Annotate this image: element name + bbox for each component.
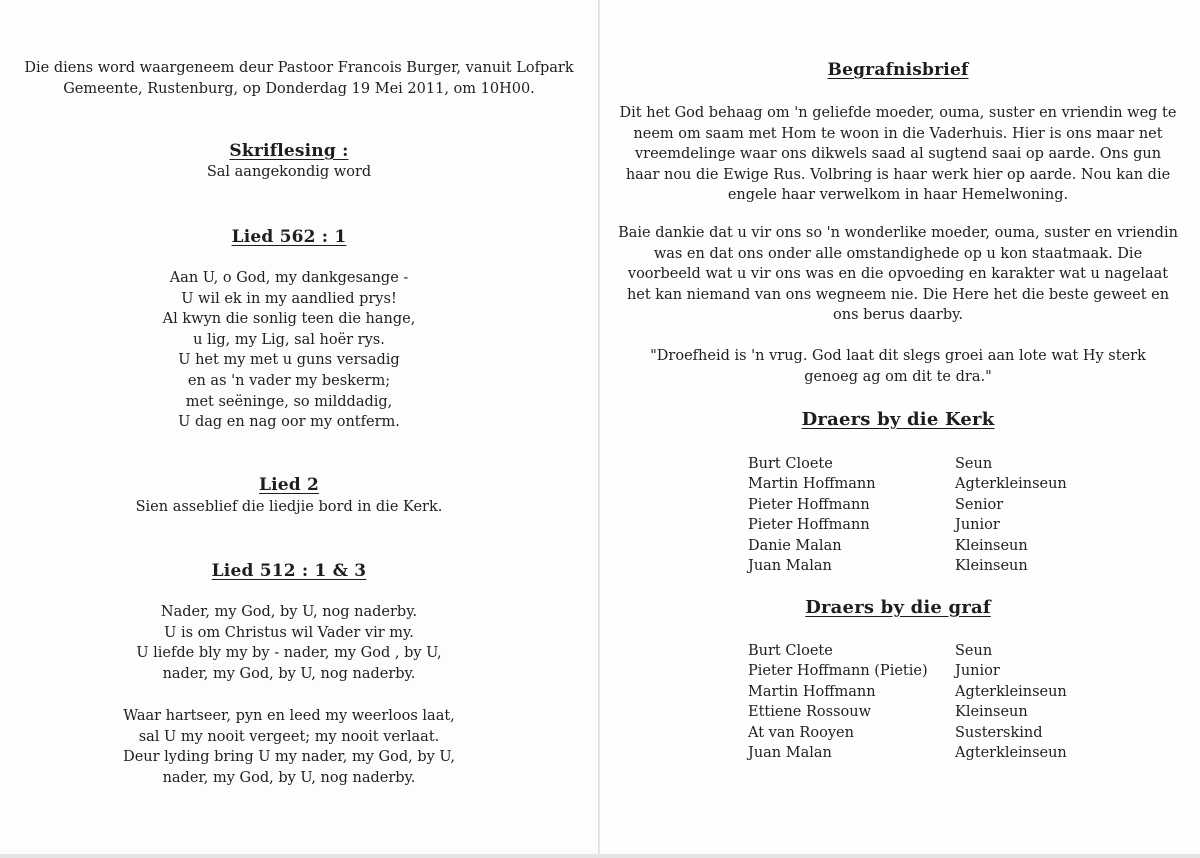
skriflesing-section: [0, 141, 578, 183]
pallbearer-name: Danie Malan: [748, 537, 842, 554]
pallbearer-relation: Susterskind: [955, 724, 1043, 741]
hymn-line: u lig, my Lig, sal hoër rys.: [193, 331, 385, 348]
letter-line: het kan niemand van ons wegneem nie. Die Here het die beste geweet en: [626, 286, 1170, 303]
lied-562-verse: [0, 268, 578, 433]
hymn-line: U liefde bly my by - nader, my God , by U,: [136, 645, 442, 662]
hymn-line: U is om Christus wil Vader vir my.: [164, 624, 414, 641]
hymn-line: U wil ek in my aandlied prys!: [181, 290, 397, 307]
begrafnisbrief-paragraph-2: [600, 223, 1196, 326]
begrafnisbrief-heading: Begrafnisbrief: [827, 60, 969, 80]
letter-line: Dit het God behaag om 'n geliefde moeder, ouma, suster en vriendin weg te: [619, 105, 1177, 121]
lied-562-heading: Lied 562 : 1: [231, 227, 347, 247]
pallbearer-row: [748, 556, 1067, 576]
hymn-line: nader, my God, by U, nog naderby.: [162, 665, 416, 682]
hymn-line: U het my met u guns versadig: [178, 352, 400, 369]
hymn-line: nader, my God, by U, nog naderby.: [162, 769, 416, 786]
pallbearer-row: [748, 474, 1067, 494]
pallbearer-row: [748, 641, 1067, 661]
pallbearer-name: Pieter Hoffmann: [748, 496, 870, 513]
pallbearer-relation: Agterkleinseun: [955, 476, 1067, 493]
pallbearer-name: Juan Malan: [748, 744, 832, 761]
letter-line: was en dat ons onder alle omstandighede op u kon staatmaak. Die: [653, 245, 1143, 262]
pallbearer-relation: Kleinseun: [955, 704, 1028, 721]
pallbearer-relation: Seun: [955, 643, 993, 659]
intro-line-1: Die diens word waargeneem deur Pastoor Francois Burger, vanuit Lofpark: [24, 60, 574, 76]
hymn-line: Aan U, o God, my dankgesange -: [169, 270, 409, 286]
skriflesing-note: Sal aangekondig word: [206, 164, 372, 180]
letter-line: ons berus daarby.: [833, 307, 963, 324]
pallbearer-row: [748, 515, 1067, 535]
lied-2-heading: Lied 2: [258, 475, 320, 495]
begrafnisbrief-quote: [600, 346, 1196, 387]
hymn-line: U dag en nag oor my ontferm.: [178, 414, 400, 431]
hymn-line: Nader, my God, by U, nog naderby.: [160, 604, 418, 620]
pallbearer-name: Martin Hoffmann: [748, 683, 876, 700]
lied-2-note: Sien asseblief die liedjie bord in die Kerk.: [135, 499, 443, 515]
letter-line: engele haar verwelkom in haar Hemelwoning.: [727, 187, 1069, 204]
pallbearer-name: Juan Malan: [748, 557, 832, 574]
letter-line: neem om saam met Hom te woon in die Vaderhuis. Hier is ons maar net: [633, 125, 1163, 142]
pallbearer-relation: Seun: [955, 456, 993, 472]
letter-line: voorbeeld wat u vir ons was en die opvoeding en karakter wat u nagelaat: [627, 266, 1169, 283]
pallbearer-relation: Junior: [955, 517, 1000, 534]
pallbearer-name: Ettiene Rossouw: [748, 704, 871, 721]
hymn-line: sal U my nooit vergeet; my nooit verlaat.: [138, 728, 440, 745]
pallbearer-row: [748, 702, 1067, 722]
pallbearer-relation: Agterkleinseun: [955, 744, 1067, 761]
pallbearer-row: [748, 743, 1067, 763]
pallbearer-row: [748, 661, 1067, 681]
right-page: [600, 0, 1200, 858]
letter-line: vreemdelinge waar ons dikwels saad al sugtend saai op aarde. Ons gun: [634, 146, 1162, 163]
hymn-line: en as 'n vader my beskerm;: [187, 372, 391, 389]
lied-2-section: [0, 475, 578, 518]
begrafnisbrief-paragraph-1: [600, 103, 1196, 206]
pallbearer-relation: Kleinseun: [955, 537, 1028, 554]
pallbearer-row: [748, 454, 1067, 474]
draers-kerk-list: [748, 454, 1067, 576]
pallbearer-name: Burt Cloete: [748, 456, 833, 472]
pallbearer-row: [748, 723, 1067, 743]
lied-512-stanza-1: [0, 602, 578, 684]
lied-512-heading: Lied 512 : 1 & 3: [211, 561, 367, 581]
page-bottom-edge: [0, 854, 1200, 858]
pallbearer-relation: Agterkleinseun: [955, 683, 1067, 700]
left-page: [0, 0, 598, 858]
pallbearer-row: [748, 682, 1067, 702]
hymn-line: Al kwyn die sonlig teen die hange,: [162, 311, 416, 328]
intro-line-2: Gemeente, Rustenburg, op Donderdag 19 Mei 2011, om 10H00.: [63, 80, 535, 97]
pallbearer-relation: Senior: [955, 496, 1004, 513]
letter-line: haar nou die Ewige Rus. Volbring is haar werk hier op aarde. Nou kan die: [625, 166, 1171, 183]
draers-graf-list: [748, 641, 1067, 763]
pallbearer-name: At van Rooyen: [748, 724, 854, 741]
hymn-line: Waar hartseer, pyn en leed my weerloos laat,: [123, 708, 455, 724]
hymn-line: met seëninge, so milddadig,: [185, 393, 393, 410]
pallbearer-name: Pieter Hoffmann: [748, 517, 870, 534]
pallbearer-relation: Kleinseun: [955, 557, 1028, 574]
pallbearer-row: [748, 495, 1067, 515]
pallbearer-relation: Junior: [955, 663, 1000, 680]
draers-graf-heading: Draers by die graf: [805, 597, 991, 618]
pallbearer-name: Burt Cloete: [748, 643, 833, 659]
lied-512-stanza-2: [0, 706, 578, 788]
quote-line: "Droefheid is 'n vrug. God laat dit slegs groei aan lote wat Hy sterk: [650, 348, 1146, 364]
draers-kerk-heading: Draers by die Kerk: [801, 409, 995, 430]
letter-line: Baie dankie dat u vir ons so 'n wonderlike moeder, ouma, suster en vriendin: [618, 225, 1178, 241]
pallbearer-name: Martin Hoffmann: [748, 476, 876, 493]
hymn-line: Deur lyding bring U my nader, my God, by U,: [123, 749, 455, 766]
skriflesing-heading: Skriflesing :: [229, 141, 349, 161]
pallbearer-name: Pieter Hoffmann (Pietie): [748, 663, 928, 680]
quote-line: genoeg ag om dit te dra.": [804, 368, 992, 385]
service-intro: [0, 58, 598, 99]
pallbearer-row: [748, 536, 1067, 556]
